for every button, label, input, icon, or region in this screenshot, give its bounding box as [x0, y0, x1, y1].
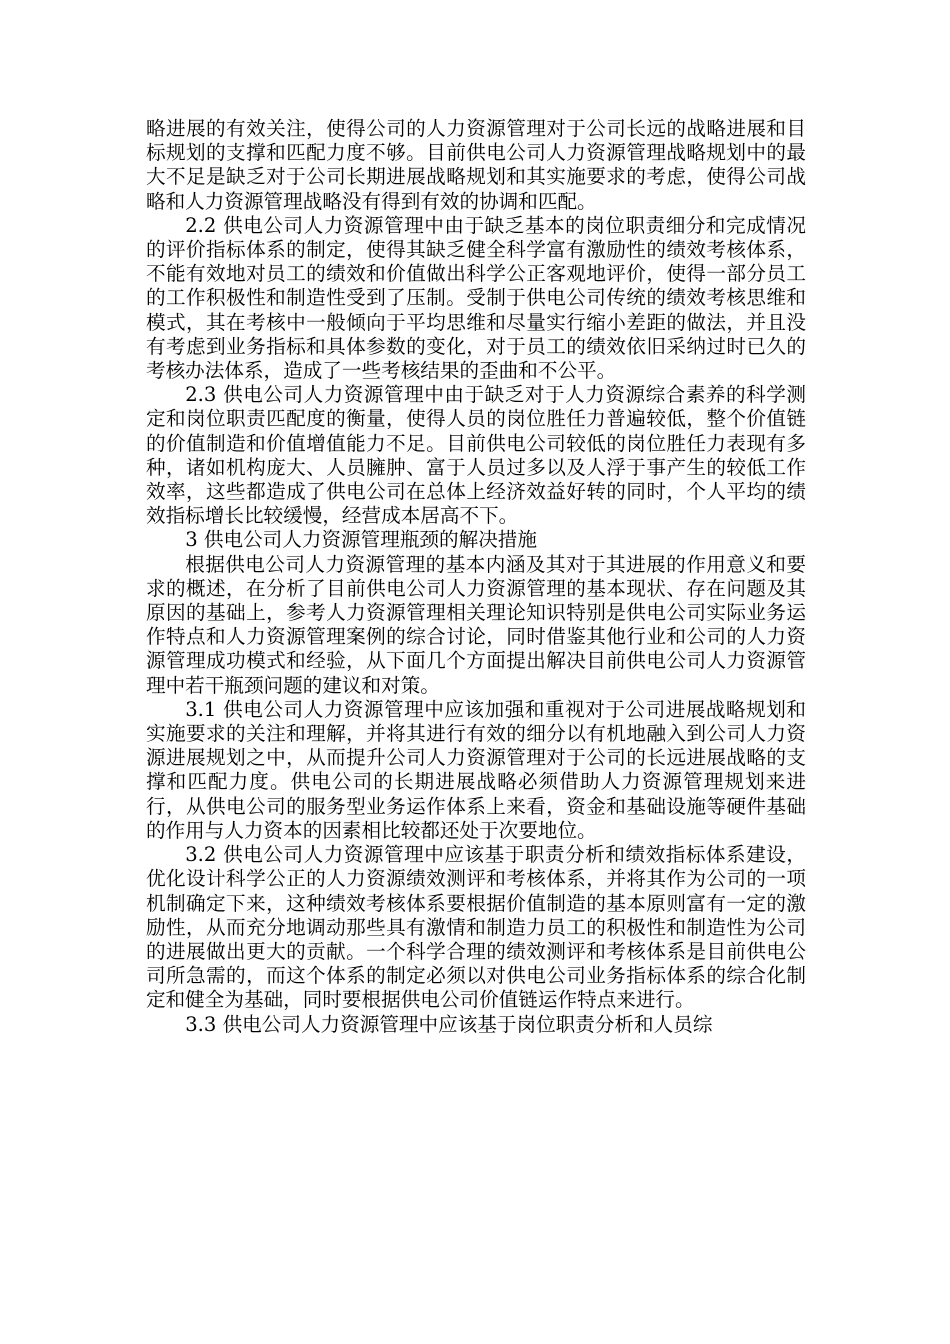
paragraph-2-3: 2.3 供电公司人力资源管理中由于缺乏对于人力资源综合素养的科学测定和岗位职责匹配度的衡量，使得人员的岗位胜任力普遍较低，整个价值链的价值制造和价值增值能力不足。目前供电公司较低的岗位胜任力表现有多种，诸如机构庞大、人员臃肿、富于人员过多以及人浮于事产生的较低工作效率，这些都造成了供电公司在总体上经济效益好转的同时，个人平均的绩效指标增长比较缓慢，经营成本居高不下。: [146, 383, 806, 528]
document-page: [146, 117, 806, 1037]
section-heading-3: 3 供电公司人力资源管理瓶颈的解决措施: [185, 528, 537, 552]
paragraph-section-3-intro: 根据供电公司人力资源管理的基本内涵及其对于其进展的作用意义和要求的概述，在分析了目前供电公司人力资源管理的基本现状、存在问题及其原因的基础上，参考人力资源管理相关理论知识特别是供电公司实际业务运作特点和人力资源管理案例的综合讨论，同时借鉴其他行业和公司的人力资源管理成功模式和经验，从下面几个方面提出解决目前供电公司人力资源管理中若干瓶颈问题的建议和对策。: [146, 552, 806, 697]
paragraph-continuation: 略进展的有效关注，使得公司的人力资源管理对于公司长远的战略进展和目标规划的支撑和匹配力度不够。目前供电公司人力资源管理战略规划中的最大不足是缺乏对于公司长期进展战略规划和其实施要求的考虑，使得公司战略和人力资源管理战略没有得到有效的协调和匹配。: [146, 117, 806, 213]
paragraph-3-2: 3.2 供电公司人力资源管理中应该基于职责分析和绩效指标体系建设，优化设计科学公正的人力资源绩效测评和考核体系，并将其作为公司的一项机制确定下来，这种绩效考核体系要根据价值制造的基本原则富有一定的激励性，从而充分地调动那些具有激情和制造力员工的积极性和制造性为公司的进展做出更大的贡献。一个科学合理的绩效测评和考核体系是目前供电公司所急需的，而这个体系的制定必须以对供电公司业务指标体系的综合化制定和健全为基础，同时要根据供电公司价值链运作特点来进行。: [146, 843, 806, 1012]
paragraph-3-3: 3.3 供电公司人力资源管理中应该基于岗位职责分析和人员综: [185, 1012, 713, 1036]
paragraph-3-1: 3.1 供电公司人力资源管理中应该加强和重视对于公司进展战略规划和实施要求的关注和理解，并将其进行有效的细分以有机地融入到公司人力资源进展规划之中，从而提升公司人力资源管理对于公司的长远进展战略的支撑和匹配力度。供电公司的长期进展战略必须借助人力资源管理规划来进行，从供电公司的服务型业务运作体系上来看，资金和基础设施等硬件基础的作用与人力资本的因素相比较都还处于次要地位。: [146, 697, 806, 842]
paragraph-2-2: 2.2 供电公司人力资源管理中由于缺乏基本的岗位职责细分和完成情况的评价指标体系的制定，使得其缺乏健全科学富有激励性的绩效考核体系，不能有效地对员工的绩效和价值做出科学公正客观地评价，使得一部分员工的工作积极性和制造性受到了压制。受制于供电公司传统的绩效考核思维和模式，其在考核中一般倾向于平均思维和尽量实行缩小差距的做法，并且没有考虑到业务指标和具体参数的变化，对于员工的绩效依旧采纳过时已久的考核办法体系，造成了一些考核结果的歪曲和不公平。: [146, 213, 806, 383]
